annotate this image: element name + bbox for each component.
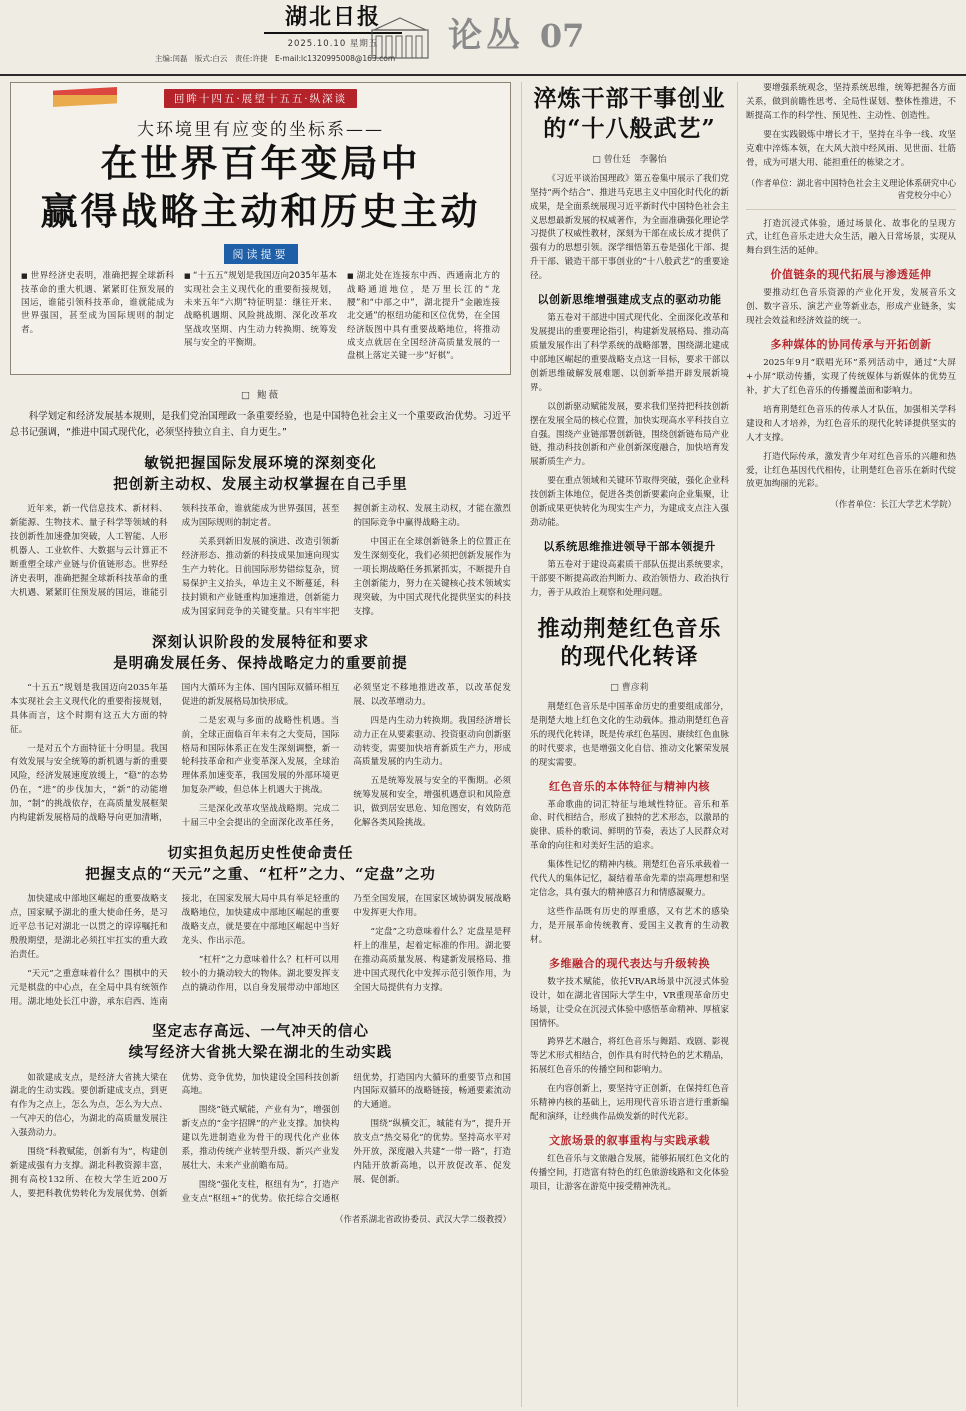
section-title-line2: 把创新主动权、发展主动权掌握在自己手里 <box>113 476 408 494</box>
section-title <box>448 8 584 57</box>
feature-headline-box <box>10 82 511 375</box>
article3-section-heading: 多维融合的现代表达与升级转换 <box>549 956 710 970</box>
paragraph: 中国正在全球创新链条上的位置正在发生深刻变化，我们必须把创新发展作为一项长期战略任务抓紧抓实，不断提升自主创新能力，努力在关键核心技术领域实现突破，为中国式现代化提供坚实的科技支撑。 <box>353 537 511 617</box>
feature-section-title <box>10 453 511 495</box>
paragraph: 第五卷对干部进中国式现代化、全面深化改革和发展提出的重要理论指引，构建新发展格局、推动高质量发展作出了科学系统的战略部署，围绕湖北建成中部地区崛起的重要战略支点这一目标，要求干部以创新思维破解发展难题、以创新举措开辟发展新境界。 <box>530 313 729 393</box>
article2-byline: □ 曾仕廷 李馨怡 <box>530 152 729 165</box>
feature-headline-line1: 在世界百年变局中 <box>100 141 421 185</box>
feature-section-body <box>10 503 511 619</box>
ribbon-label: 回眸十四五·展望十五五·纵深谈 <box>164 89 357 108</box>
feature-section-body <box>10 893 511 1009</box>
paragraph: 四是内生动力转换期。我国经济增长动力正在从要素驱动、投资驱动向创新驱动转变，需要加快培育新质生产力，形成高质量发展的内生动力。 <box>353 715 511 768</box>
paragraph: “定盘”之功意味着什么？定盘星是秤杆上的准星，起着定标准的作用。湖北要在推动高质量发展、构建新发展格局、推进中国式现代化中发挥示范引领作用，为全国大局提供有力支撑。 <box>353 926 511 993</box>
section-title-line2: 续写经济大省挑大梁在湖北的生动实践 <box>128 1044 393 1062</box>
paragraph: 要在重点领域和关键环节取得突破，强化企业科技创新主体地位，促进各类创新要素向企业集聚，让创新成果更快转化为现实生产力，为建成支点注入强劲动能。 <box>530 476 729 529</box>
paragraph: 第五卷对于建设高素质干部队伍提出系统要求，干部要不断提高政治判断力、政治领悟力、政治执行力，善于从政治上观察和处理问题。 <box>530 559 729 598</box>
building-illustration-icon <box>370 14 430 60</box>
article3-title: 推动荆楚红色音乐的现代化转译 <box>537 615 722 671</box>
paragraph: 要增强系统观念，坚持系统思维，统筹把握各方面关系，做到前瞻性思考、全局性谋划、整体性推进，不断提高工作的科学性、预见性、主动性、创造性。 <box>746 83 956 121</box>
page-content <box>0 76 966 1409</box>
section-title-line1: 敏锐把握国际发展环境的深刻变化 <box>144 455 377 473</box>
paragraph: 围绕“纵横交汇，城能有为”，提升开放支点“热交易化”的优势。坚持高水平对外开放，深度融入共建“一带一路”，打造内陆开放新高地，以开放促改革、促发展、促创新。 <box>353 1119 511 1185</box>
paragraph: 一是对五个方面特征十分明显。我国有效发展与安全统筹的新机遇与新的重要风险，经济发展速度放缓上，“稳”的态势仍在，“进”的步伐加大，“新”的动能增加，“制”的挑战依存，在高质量发展框架内构建新发展格局的战略导向更加清晰，国内大循环为主体、国内国际双循环相互促进的新发展格局加快形成。 <box>10 682 340 824</box>
feature-byline <box>10 387 511 401</box>
feature-section-body <box>10 682 511 831</box>
feature-lead: 科学划定和经济发展基本规则，是我们党治国理政一条重要经验，也是中国特色社会主义一个重要政治优势。习近平总书记强调，“推进中国式现代化，必须坚持独立自主、自力更生。” <box>10 410 511 438</box>
section-label: 论丛 <box>448 16 524 56</box>
article3-signature: （作者单位：长江大学艺术学院） <box>830 499 956 510</box>
feature-section-title <box>10 843 511 885</box>
section-title-line1: 坚定志存高远、一气冲天的信心 <box>152 1023 369 1041</box>
article2-title: 淬炼干部干事创业的“十八般武艺” <box>533 85 726 142</box>
paragraph: 要推动红色音乐资源的产业化开发，发展音乐文创、数字音乐、演艺产业等新业态，形成产业链条，实现社会效益和经济效益的统一。 <box>746 288 956 327</box>
paragraph: 五是统筹发展与安全的平衡期。必须统筹发展和安全，增强机遇意识和风险意识，做到居安思危、知危图安，有效防范化解各类风险挑战。 <box>353 776 511 829</box>
section-title-line1: 切实担负起历史性使命责任 <box>167 845 354 863</box>
masthead <box>0 0 966 76</box>
article2-signature: （作者单位：湖北省中国特色社会主义理论体系研究中心省党校分中心） <box>746 177 956 200</box>
paragraph: 这些作品既有历史的厚重感，又有艺术的感染力，是开展革命传统教育、爱国主义教育的生动教材。 <box>530 907 729 945</box>
middle-column <box>522 82 738 1409</box>
article3-lead: 荆楚红色音乐是中国革命历史的重要组成部分，是荆楚大地上红色文化的生动载体。推动荆楚红色音乐的现代化转译，既是传承红色基因、赓续红色血脉的时代要求，也是增强文化自信、推动文化繁荣发展的现实需要。 <box>530 701 729 768</box>
article3-section-heading: 多种媒体的协同传承与开拓创新 <box>770 338 932 352</box>
summary-point: ■ 世界经济史表明，准确把握全球新科技革命的重大机遇、紧紧盯住预发展的国运，谁能引领科技革命，谁就能成为世界强国，甚至成为国际规则的制定者。 <box>21 270 174 363</box>
paragraph: 集体性记忆的精神内核。荆楚红色音乐承载着一代代人的集体记忆，凝结着革命先辈的崇高理想和坚定信念，具有强大的精神感召力和情感凝聚力。 <box>530 860 729 899</box>
paragraph: 围绕“链式赋能，产业有为”，增强创新支点的“金字招牌”的产业支撑。加快构建以先进制造业为骨干的现代化产业体系，推动传统产业转型升级、新兴产业发展壮大、未来产业前瞻布局。 <box>181 1105 340 1172</box>
paragraph: 跨界艺术融合，将红色音乐与舞蹈、戏剧、影视等艺术形式相结合，创作具有时代特色的艺术精品，拓展红色音乐的传播空间和影响力。 <box>530 1037 729 1076</box>
article3-section-heading: 红色音乐的本体特征与精神内核 <box>549 779 710 793</box>
feature-column <box>10 82 522 1409</box>
paragraph: 近年来，新一代信息技术、新材料、新能源、生物技术、量子科学等领域的科技创新性加速叠加突破，人工智能、人形机器人、工业软件、大数据与云计算正不断重塑全球产业链与价值链形态。世界经济史表明，准确把握全球新科技革命的重大机遇、紧紧盯住预发展的国运，谁能引领科技革命，谁就能成为世界强国，甚至成为国际规则的制定者。 <box>10 504 340 598</box>
paragraph: 2025年9月“联唱光环”系列活动中，通过“大屏+小屏”联动传播，实现了传统媒体与新媒体的优势互补，扩大了红色音乐的传播覆盖面和影响力。 <box>746 358 956 396</box>
paragraph: 加快建成中部地区崛起的重要战略支点，国家赋予湖北的重大使命任务，是习近平总书记对湖北一以贯之的谆谆嘱托和殷殷期望，是湖北必须扛牢扛实的重大政治责任。 <box>10 894 168 960</box>
paragraph: 打造沉浸式体验，通过场景化、故事化的呈现方式，让红色音乐走进大众生活，融入日常场景，实现从舞台到生活的延伸。 <box>746 218 956 257</box>
paragraph: 革命歌曲的词汇特征与地域性特征。音乐和革命、时代相结合，形成了独特的艺术形态，以激昂的旋律、质朴的歌词、鲜明的节奏，表达了人民群众对革命的向往和对美好生活的追求。 <box>530 799 729 852</box>
read-summary-tag <box>21 243 500 264</box>
paragraph: 围绕“科教赋能，创新有为”，构建创新建成强有力支撑。湖北科教资源丰富，拥有高校132所、在校大学生近200万人，要把科教优势转化为发展优势、创新优势、竞争优势，加快建设全国科技创新高地。 <box>10 1072 340 1199</box>
paragraph: 如欲建成支点，是经济大省挑大梁在湖北的生动实践。要创新建成支点，到更有作为之点上，怎么为点，怎么为大点、一气冲天的信心，为湖北的高质量发展注入强劲动力。 <box>10 1072 168 1139</box>
column-divider <box>746 209 956 210</box>
paragraph: 三是深化改革攻坚战战略期。完成二十届三中全会提出的全面深化改革任务，必须坚定不移地推进改革，以改革促发展、以改革增动力。 <box>181 682 511 829</box>
article2-section-heading: 以系统思维推进领导干部本领提升 <box>543 539 716 553</box>
section-number: 07 <box>539 17 585 55</box>
feature-section-body <box>10 1072 511 1207</box>
summary-point: ■ “十五五”规划是我国迈向2035年基本实现社会主义现代化的重要衔接规划，未来五年“六期”特征明显：继往开来、战略机遇期、风险挑战期、深化改革攻坚战攻坚期、内生动力转换期、统筹发展与安全的平衡期。 <box>184 270 337 363</box>
article3-section-heading: 文旅场景的叙事重构与实践承载 <box>549 1133 710 1147</box>
paragraph: 打造代际传承，激发青少年对红色音乐的兴趣和热爱，让红色基因代代相传，让荆楚红色音乐在新时代绽放更加绚丽的光彩。 <box>746 451 956 490</box>
paragraph: “杠杆”之力意味着什么？杠杆可以用较小的力撬动较大的物体。湖北要发挥支点的撬动作用，以自身发展带动中部地区乃至全国发展，在国家区域协调发展战略中发挥更大作用。 <box>181 894 511 993</box>
article3-byline: □ 曹彦莉 <box>530 680 729 693</box>
feature-headline-line2: 赢得战略主动和历史主动 <box>40 188 481 233</box>
flag-icon <box>53 87 117 107</box>
paragraph: 要在实践锻炼中增长才干，坚持在斗争一线、攻坚克难中淬炼本领，在大风大浪中经风雨、见世面、壮筋骨，成为可堪大用、能担重任的栋梁之才。 <box>746 129 956 168</box>
paragraph: 以创新驱动赋能发展，要求我们坚持把科技创新摆在发展全局的核心位置，加快实现高水平科技自立自强。围绕产业链部署创新链，围绕创新链布局产业链，推动科技创新和产业创新深度融合，加快培育发展新质生产力。 <box>530 401 729 468</box>
summary-point: ■ 湖北处在连接东中西、西通南北方的战略通道地位，是万里长江的“龙腰”和“中部之中”，湖北提升“金融连接北交通”的枢纽功能和区位优势，在全国经济版图中具有重要战略地位，将推动成支点就居在全国经济高质量发展的一盘棋上落定关键一步“好棋”。 <box>347 270 500 363</box>
article3-section-heading: 价值链条的现代拓展与渗透延伸 <box>770 268 932 282</box>
section-title-line2: 是明确发展任务、保持战略定力的重要前提 <box>113 654 408 672</box>
paragraph: 红色音乐与文旅融合发展，能够拓展红色文化的传播空间，打造富有特色的红色旅游线路和文化体验项目，让游客在游览中接受精神洗礼。 <box>530 1153 729 1192</box>
feature-section-title <box>10 632 511 674</box>
paragraph: 关系到新旧发展的演进、改造引领新经济形态、推动新的科技成果加速向现实生产力转化。日前国际形势错综复杂，贸易保护主义抬头，单边主义不断蔓延，科技封锁和产业链重构加速推进，创新能力成为国家间竞争的关键变量。只有牢牢把握创新主动权、发展主动权，才能在激烈的国际竞争中赢得战略主动。 <box>181 504 511 617</box>
paragraph: 培育荆楚红色音乐的传承人才队伍，加强相关学科建设和人才培养，为红色音乐的现代化转译提供坚实的人才支撑。 <box>746 404 956 443</box>
page-footer-strip <box>0 1407 966 1411</box>
paragraph: 数字技术赋能，依托VR/AR场景中沉浸式体验设计，如在湖北省国际大学生中，VR重现革命历史场景，让受众在沉浸式体验中感悟革命精神、厚植家国情怀。 <box>530 976 729 1029</box>
feature-signature: （作者系湖北省政协委员、武汉大学二级教授） <box>335 1213 511 1224</box>
paper-name: 湖北日报 <box>284 4 381 30</box>
paragraph: 在内容创新上，要坚持守正创新，在保持红色音乐精神内核的基础上，运用现代音乐语言进行重新编配和演绎，让经典作品焕发新的时代光彩。 <box>530 1084 729 1123</box>
article2-lead: 《习近平谈治国理政》第五卷集中展示了我们党坚持“两个结合”、推进马克思主义中国化时代化的新成果，是全面系统展现习近平新时代中国特色社会主义思想最新发展的权威著作，为全面准确强化理论学习提供了权威性教材，深刻为干部在成长成才提供了强有力的思想引领。深学细悟第五卷是强化干部、提升干部、锻造干部干事创业的“十八般武艺”的重要途径。 <box>530 173 729 282</box>
feature-summary <box>21 270 500 363</box>
article2-section-heading: 以创新思维增强建成支点的驱动功能 <box>537 293 722 307</box>
section-title-line2: 把握支点的“天元”之重、“杠杆”之力、“定盘”之功 <box>85 866 436 884</box>
paragraph: 围绕“强化支柱，枢纽有为”，打造产业支点“枢纽+”的优势。依托综合交通枢纽优势，打造国内大循环的重要节点和国内国际双循环的战略链接，畅通要素流动的大通道。 <box>181 1072 511 1204</box>
right-column <box>738 82 956 1409</box>
feature-section-title <box>10 1021 511 1063</box>
publish-date: 2025.10.10 星期五 <box>287 39 379 49</box>
feature-author: □ 鲍薇 <box>241 390 280 401</box>
feature-kicker: 大环境里有应变的坐标系—— <box>137 120 384 140</box>
paragraph: “天元”之重意味着什么？围棋中的天元是棋盘的中心点，在全局中具有统领作用。湖北地处长江中游，承东启西、连南接北，在国家发展大局中具有举足轻重的战略地位，加快建成中部地区崛起的重要战略支点，就是要在中部地区崛起中当好龙头、作出示范。 <box>10 894 340 1007</box>
paragraph: 二是宏观与多面的战略性机遇。当前，全球正面临百年未有之大变局，国际格局和国际体系正在发生深刻调整，新一轮科技革命和产业变革深入发展，全球治理体系加速变革，我国发展的外部环境更加复杂严峻，但总体上机遇大于挑战。 <box>181 715 340 796</box>
imprint-line: 主编:闰磊 版式:白云 责任:许捷 E-mail:lc1320995008@163.com <box>154 54 396 63</box>
read-summary-label: 阅读提要 <box>224 244 298 264</box>
section-title-line1: 深刻认识阶段的发展特征和要求 <box>152 633 369 651</box>
feature-ribbon <box>21 87 500 109</box>
paragraph: “十五五”规划是我国迈向2035年基本实现社会主义现代化的重要衔接规划，具体而言，这个时期有这五大方面的特征。 <box>10 682 168 735</box>
